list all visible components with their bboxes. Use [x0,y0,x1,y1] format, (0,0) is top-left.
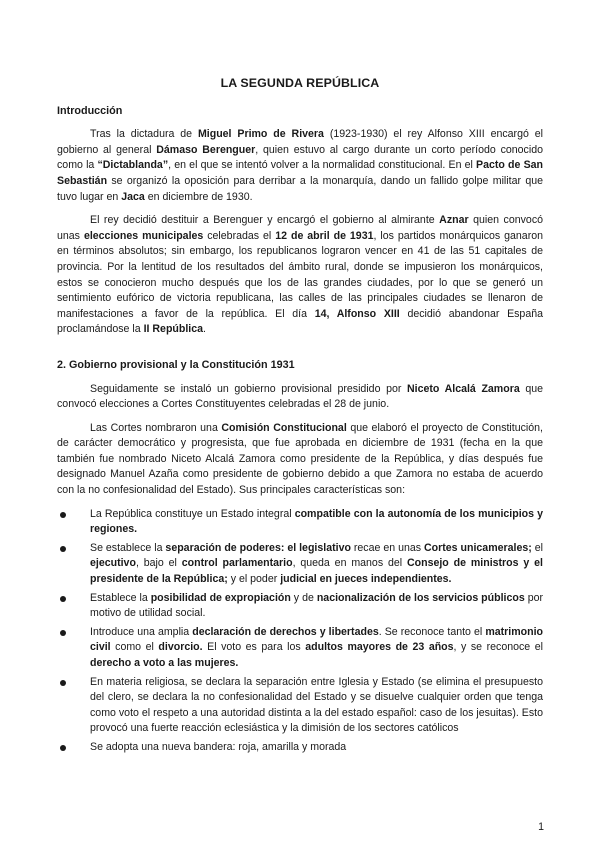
list-item-religion: En materia religiosa, se declara la separación entre Iglesia y Estado (se elimina el presupuesto del clero, se declara la no confesionalidad del Estado y se disuelve cualquier orden que tenga como voto el respeto a una autoridad distinta a la del estado español: caso de los jesuitas). Esto provocó una fuerte reacción eclesiástica y la dimisión de los sectores católicos [57,675,543,737]
list-item-autonomy: La República constituye un Estado integral compatible con la autonomía de los municipios y regiones. [57,507,543,538]
bullet-icon [60,512,66,518]
intro-paragraph-2: El rey decidió destituir a Berenguer y encargó el gobierno al almirante Aznar quien convocó unas elecciones municipales celebradas el 12 de abril de 1931, los partidos monárquicos ganaron en términos absolutos; sin embargo, los republicanos lograron vencer en 41 de las 51 capitales de provincia. Por la lentitud de los resultados del ámbito rural, donde se impusieron los monárquicos, estos se conocieron mucho después que los de las grandes ciudades, por lo que se generó un sentimiento eufórico de victoria republicana, las calles de las principales ciudades se llenaron de manifestaciones a favor de la república. El día 14, Alfonso XIII decidió abandonar España proclamándose la II República. [57,214,544,336]
section-2-heading: 2. Gobierno provisional y la Constitución 1931 [57,358,295,371]
bullet-icon [60,546,66,552]
intro-heading: Introducción [57,104,123,117]
list-item-separation-of-powers: Se establece la separación de poderes: el legislativo recae en unas Cortes unicamerales; el ejecutivo, bajo el control parlamentario, queda en manos del Consejo de ministros y el presidente de la República; y el poder judicial en jueces independientes. [57,541,543,588]
page-number: 1 [538,821,544,833]
section-2-paragraph-2: Las Cortes nombraron una Comisión Constitucional que elaboró el proyecto de Constitución, de carácter democrático y progresista, que fue aprobada en diciembre de 1931 (fecha en la que también fue nombrado Niceto Alcalá Zamora como presidente de la República, y días después fue designado Manuel Azaña como presidente de gobierno debido a que Zamora no estaba de acuerdo con la no confesionalidad del Estado). Sus principales características son: [57,421,543,497]
list-item-expropriation: Establece la posibilidad de expropiación y de nacionalización de los servicios públicos por motivo de utilidad social. [57,591,543,622]
list-item-rights: Introduce una amplia declaración de derechos y libertades. Se reconoce tanto el matrimonio civil como el divorcio. El voto es para los adultos mayores de 23 años, y se reconoce el derecho a voto a las mujeres. [57,625,543,672]
bullet-icon [60,680,66,686]
intro-paragraph-1: Tras la dictadura de Miguel Primo de Rivera (1923-1930) el rey Alfonso XIII encargó el gobierno al general Dámaso Berenguer, quien estuvo al cargo durante un corto período conocido como la “Dictablanda”, en el que se intentó volver a la normalidad constitucional. En el Pacto de San Sebastián se organizó la oposición para derribar a la monarquía, dando un fallido golpe militar que tuvo lugar en Jaca en diciembre de 1930. [57,128,543,203]
document-title: LA SEGUNDA REPÚBLICA [220,76,380,90]
list-item-flag: Se adopta una nueva bandera: roja, amarilla y morada [57,740,543,756]
bullet-icon [60,745,66,751]
bullet-icon [60,596,66,602]
section-2-paragraph-1: Seguidamente se instaló un gobierno provisional presidido por Niceto Alcalá Zamora que convocó elecciones a Cortes Constituyentes celebradas el 28 de junio. [57,382,544,411]
bullet-icon [60,630,66,636]
characteristics-list [57,507,543,756]
